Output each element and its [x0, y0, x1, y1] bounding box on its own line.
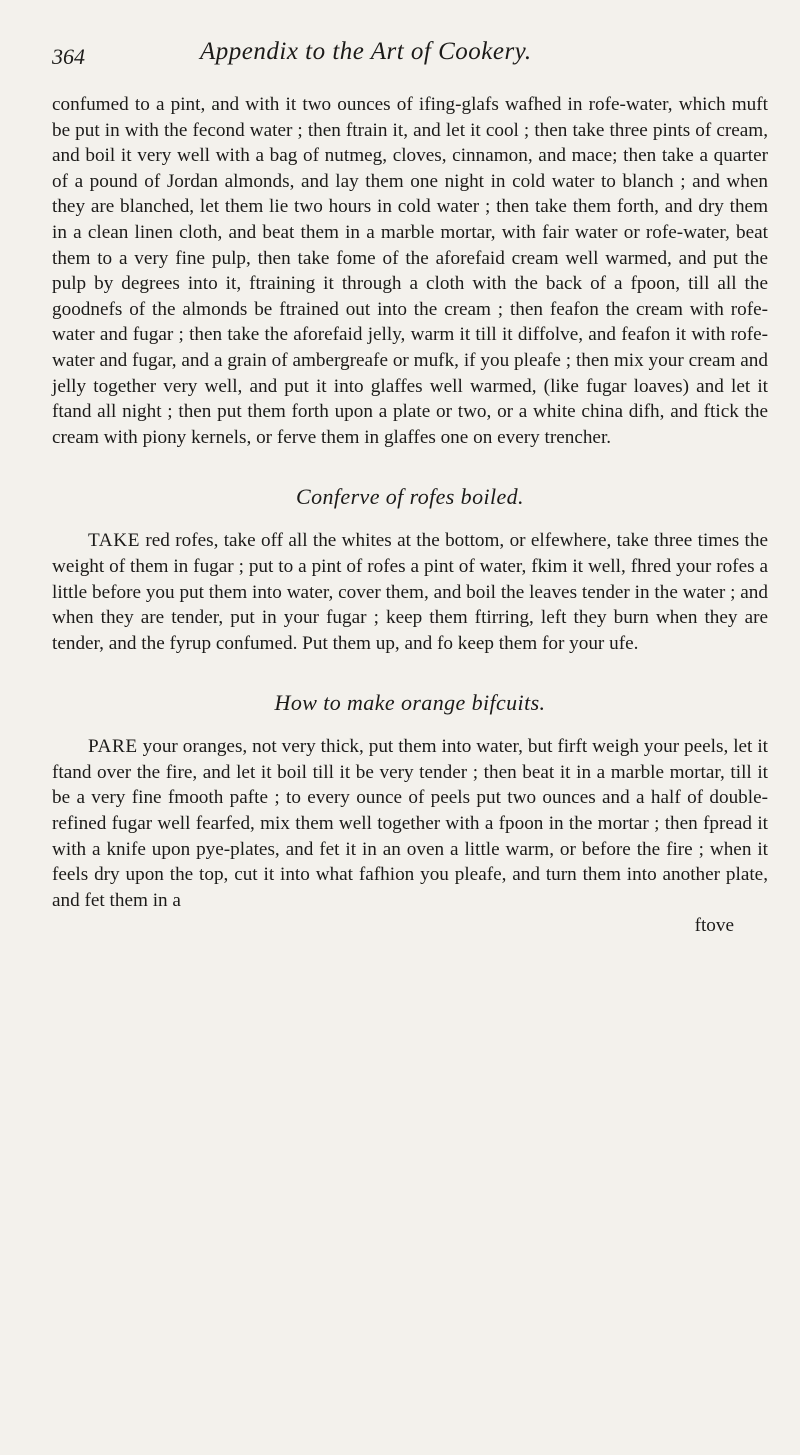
continued-paragraph: confumed to a pint, and with it two ounces of ifing-glafs wafhed in rofe-water, which muft be put in with the fecond water ; then ftrain it, and let it cool ; then take three pints of cream, and boil it very well with a bag of nutmeg, cloves, cinnamon, and mace; then take a quarter of a pound of Jordan almonds, and lay them one night in cold water to blanch ; and when they are blanched, let them lie two hours in cold water ; then take them forth, and dry them in a clean linen cloth, and beat them in a marble mortar, with fair water or rofe-water, beat them to a very fine pulp, then take fome of the aforefaid cream well warmed, and put the pulp by degrees into it, ftraining it through a cloth with the back of a fpoon, till all the goodnefs of the almonds be ftrained out into the cream ; then feafon the cream with rofe-water and fugar ; then take the aforefaid jelly, warm it till it diffolve, and feafon it with rofe-water and fugar, and a grain of ambergreafe or mufk, if you pleafe ; then mix your cream and jelly together very well, and put it into glaffes well warmed, (like fugar loaves) and let it ftand all night ; then put them forth upon a plate or two, or a white china difh, and ftick the cream with piony kernels, or ferve them in glaffes one on every trencher. — [52, 94, 768, 448]
section-text: your oranges, not very thick, put them into water, but firft weigh your peels, let it ftand over the fire, and let it boil till it be very tender ; then beat it in a marble mortar, till it be a very fine fmooth pafte ; to every ounce of peels put two ounces and a half of double-refined fugar well fearfed, mix them well together with a fpoon in the mortar ; then fpread it with a knife upon pye-plates, and fet it in an oven a little warm, or before the fire ; when it feels dry upon the top, cut it into what fafhion you pleafe, and turn them into another plate, and fet them in a — [52, 736, 768, 911]
section-body-orange-biscuits — [52, 734, 768, 913]
section-text: red rofes, take off all the whites at the bottom, or elfewhere, take three times the weight of them in fugar ; put to a pint of rofes a pint of water, fkim it well, fhred your rofes a little before you put them into water, cover them, and boil the leaves tender in the water ; and when they are tender, put in your fugar ; keep them ftirring, left they burn when they are tender, and the fyrup confumed. Put them up, and fo keep them for your ufe. — [52, 530, 768, 654]
section-first-word: PARE — [88, 736, 138, 758]
catchword: ftove — [694, 915, 734, 937]
section-title-orange-biscuits: How to make orange bifcuits. — [274, 690, 546, 716]
running-head — [52, 38, 768, 78]
section-first-word: TAKE — [88, 530, 141, 552]
running-title: Appendix to the Art of Cookery. — [200, 38, 532, 65]
section-title-conserve-of-roses: Conferve of rofes boiled. — [296, 484, 524, 510]
section-body-conserve-of-roses — [52, 528, 768, 656]
page-number: 364 — [52, 44, 85, 69]
